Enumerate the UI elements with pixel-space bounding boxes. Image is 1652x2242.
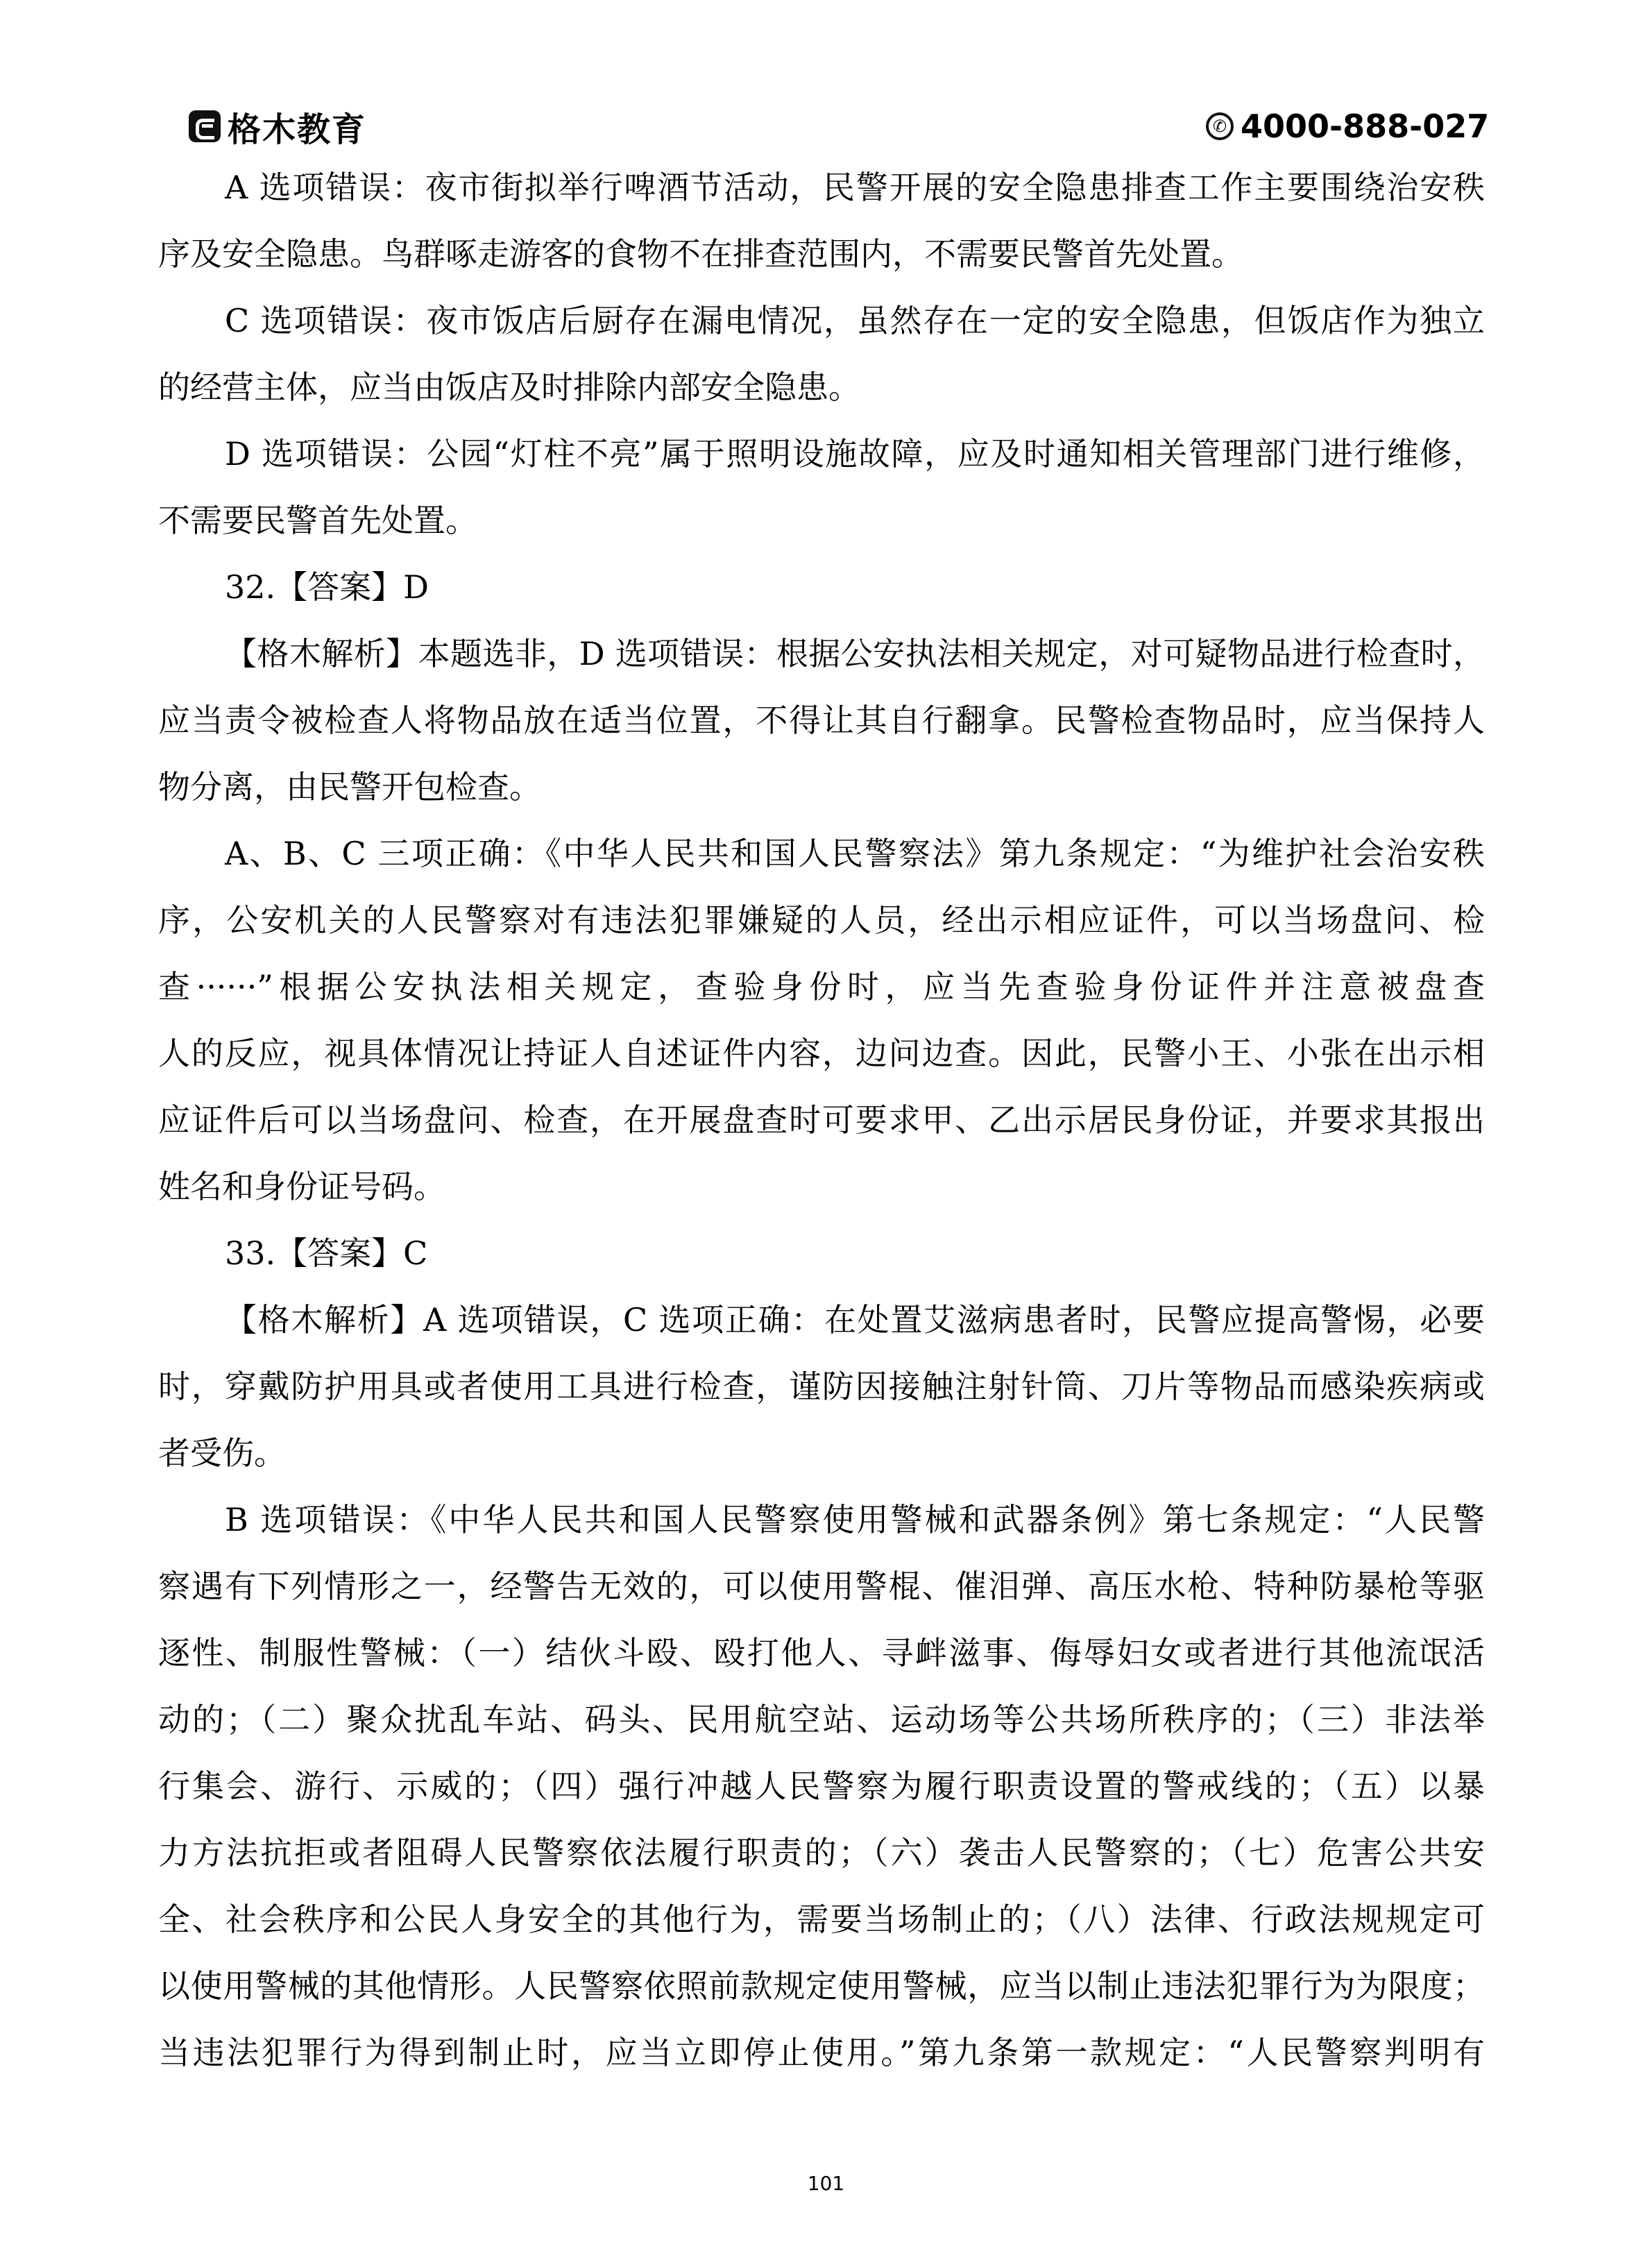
- paragraph-line: 的经营主体，应当由饭店及时排除内部安全隐患。: [158, 368, 860, 406]
- paragraph-line: 不需要民警首先处置。: [158, 502, 477, 539]
- phone-number: 4000-888-027: [1241, 108, 1490, 145]
- paragraph-line: 行集会、游行、示威的；（四）强行冲越人民警察为履行职责设置的警戒线的；（五）以暴: [158, 1767, 1485, 1805]
- brand-name: 格木教育: [228, 110, 367, 149]
- paragraph-line: C 选项错误：夜市饭店后厨存在漏电情况，虽然存在一定的安全隐患，但饭店作为独立: [225, 302, 1485, 339]
- answer-heading: 33.【答案】C: [225, 1234, 428, 1272]
- paragraph-line: 序，公安机关的人民警察对有违法犯罪嫌疑的人员，经出示相应证件，可以当场盘问、检: [158, 901, 1485, 939]
- paragraph-line: 应证件后可以当场盘问、检查，在开展盘查时可要求甲、乙出示居民身份证，并要求其报出: [158, 1101, 1485, 1139]
- paragraph-line: 物分离，由民警开包检查。: [158, 768, 541, 806]
- paragraph-line: 当违法犯罪行为得到制止时，应当立即停止使用。”第九条第一款规定：“人民警察判明有: [158, 2034, 1485, 2071]
- hotline: [1206, 105, 1489, 147]
- paragraph-line: 姓名和身份证号码。: [158, 1168, 445, 1205]
- paragraph-line: 查······”根据公安执法相关规定，查验身份时，应当先查验身份证件并注意被盘查: [158, 968, 1485, 1005]
- paragraph-line: 人的反应，视具体情况让持证人自述证件内容，边问边查。因此，民警小王、小张在出示相: [158, 1035, 1485, 1072]
- paragraph-line: 者受伤。: [158, 1434, 286, 1472]
- paragraph-line: 逐性、制服性警械：（一）结伙斗殴、殴打他人、寻衅滋事、侮辱妇女或者进行其他流氓活: [158, 1634, 1485, 1672]
- paragraph-line: 力方法抗拒或者阻碍人民警察依法履行职责的；（六）袭击人民警察的；（七）危害公共安: [158, 1834, 1485, 1871]
- ge-logo-icon: [189, 110, 221, 142]
- paragraph-line: A 选项错误：夜市街拟举行啤酒节活动，民警开展的安全隐患排查工作主要围绕治安秩: [225, 169, 1485, 206]
- paragraph-line: 时，穿戴防护用具或者使用工具进行检查，谨防因接触注射针筒、刀片等物品而感染疾病或: [158, 1368, 1485, 1405]
- page-number: 101: [807, 2172, 845, 2195]
- paragraph-line: 【格木解析】本题选非，D 选项错误：根据公安执法相关规定，对可疑物品进行检查时，: [225, 635, 1485, 672]
- document-body: [158, 161, 1485, 2093]
- answer-heading: 32.【答案】D: [225, 568, 429, 606]
- paragraph-line: 序及安全隐患。鸟群啄走游客的食物不在排查范围内，不需要民警首先处置。: [158, 235, 1243, 273]
- brand-logo: [189, 105, 366, 147]
- paragraph-line: B 选项错误：《中华人民共和国人民警察使用警械和武器条例》第七条规定：“人民警: [225, 1501, 1485, 1538]
- paragraph-line: 察遇有下列情形之一，经警告无效的，可以使用警棍、催泪弹、高压水枪、特种防暴枪等驱: [158, 1568, 1485, 1605]
- paragraph-line: 【格木解析】A 选项错误，C 选项正确：在处置艾滋病患者时，民警应提高警惕，必要: [225, 1301, 1485, 1339]
- phone-icon: ✆: [1206, 112, 1234, 140]
- paragraph-line: A、B、C 三项正确：《中华人民共和国人民警察法》第九条规定：“为维护社会治安秩: [225, 835, 1485, 872]
- paragraph-line: 应当责令被检查人将物品放在适当位置，不得让其自行翻拿。民警检查物品时，应当保持人: [158, 702, 1485, 739]
- paragraph-line: D 选项错误：公园“灯柱不亮”属于照明设施故障，应及时通知相关管理部门进行维修，: [225, 435, 1485, 473]
- paragraph-line: 动的；（二）聚众扰乱车站、码头、民用航空站、运动场等公共场所秩序的；（三）非法举: [158, 1701, 1485, 1738]
- paragraph-line: 以使用警械的其他情形。人民警察依照前款规定使用警械，应当以制止违法犯罪行为为限度；: [158, 1967, 1485, 2005]
- paragraph-line: 全、社会秩序和公民人身安全的其他行为，需要当场制止的；（八）法律、行政法规规定可: [158, 1901, 1485, 1938]
